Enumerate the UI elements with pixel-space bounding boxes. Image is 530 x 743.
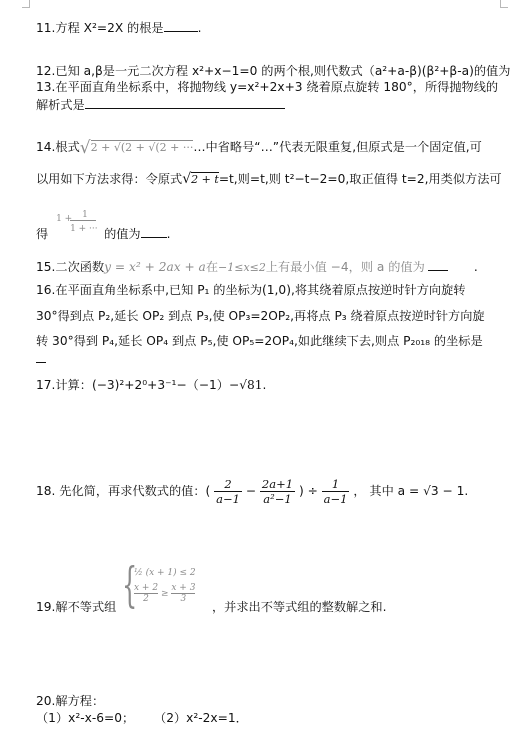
q16-line3: 转 30°得到 P₄,延长 OP₄ 到点 P₅,使 OP₅=2OP₄,如此继续下去,则点 P₂₀₁₈ 的坐标是: [36, 334, 483, 348]
q15-c: 上有最小值 −4，则 a 的值为: [265, 260, 425, 274]
q14-label: 14.根式: [36, 140, 80, 154]
question-19-tail: [212, 600, 387, 615]
q14-after: …中省略号“…”代表无限重复,但原式是一个固定值,可: [193, 140, 482, 154]
q15-answer-blank[interactable]: [428, 259, 448, 271]
q14-continued-fraction: 1 + 1 1 + ···: [56, 210, 98, 234]
q14-line3b: 的值为: [104, 227, 141, 241]
question-20-parts: [36, 711, 248, 726]
q20-title: 20.解方程：: [36, 694, 105, 708]
q18-condition: ， 其中 a = √3 − 1.: [353, 484, 469, 498]
q19-inequality-2: $\frac{x + 2}{2}$ ≥ $\frac{x + 3}{3}$: [134, 583, 196, 604]
q12-text: 12.已知 a,β是一元二次方程 x²+x−1=0 的两个根,则代数式（a²+a-β)(β²+β-a)的值为: [36, 64, 511, 78]
question-15: [36, 259, 478, 275]
q13-answer-blank[interactable]: [85, 97, 285, 109]
question-19: [36, 600, 116, 615]
q19-tail: ，并求出不等式组的整数解之和.: [212, 600, 387, 614]
q19-inequality-system: [122, 557, 210, 615]
q11-text: 11.方程 X²=2X 的根是: [36, 21, 164, 35]
q15-range: −1≤x≤2: [218, 261, 266, 274]
question-14-line-3: [36, 210, 171, 242]
q17-tail: .: [262, 378, 267, 392]
q13-line2: 解析式是: [36, 98, 85, 112]
q17-root: √81: [239, 378, 263, 392]
question-16-line-3: [36, 334, 483, 349]
q11-answer-blank[interactable]: [164, 20, 198, 32]
q14-answer-blank[interactable]: [141, 226, 167, 238]
question-13-line-1: [36, 80, 498, 95]
question-11: [36, 20, 202, 36]
q15-b: 在: [205, 260, 219, 274]
question-14-line-1: [36, 140, 482, 156]
q14-line2a: 以用如下方法求得：令原式: [36, 172, 183, 186]
q14-line3c: .: [166, 227, 171, 241]
question-16-line-4: [36, 351, 46, 367]
question-16-line-1: [36, 283, 465, 298]
q16-line1: 16.在平面直角坐标系中,已知 P₁ 的坐标为(1,0),将其绕着原点按逆时针方向旋转: [36, 283, 466, 297]
q15-function: y = x² + 2ax + a: [104, 260, 206, 274]
q19-inequality-1: ½ (x + 1) ≤ 2: [134, 568, 196, 578]
question-18: [36, 474, 468, 508]
question-16-line-2: [36, 309, 485, 324]
q15-a: 15.二次函数: [36, 260, 105, 274]
corner-mark-top-right: [500, 0, 508, 8]
q14-nested-radical: √2 + √(2 + √(2 + ···: [79, 138, 194, 158]
q13-line1: 13.在平面直角坐标系中，将抛物线 y=x²+2x+3 绕着原点旋转 180°，所得抛物线的: [36, 80, 499, 94]
question-20-title: [36, 694, 104, 709]
question-17: [36, 378, 266, 393]
q19-label: 19.解不等式组: [36, 600, 117, 614]
q14-line2b: =t,则=t,则 t²−t−2=0,取正值得 t=2,用类似方法可: [218, 172, 502, 186]
q18-fraction-3: $\frac{1}{a-1}$: [323, 477, 348, 506]
q16-answer-blank[interactable]: [36, 351, 46, 363]
q14-line3a: 得: [36, 227, 49, 241]
q17-text: 17.计算：(−3)²+2⁰+3⁻¹−（−1）−: [36, 378, 240, 392]
q11-tail: .: [197, 21, 202, 35]
q20-part-2: （2）x²-2x=1．: [160, 711, 248, 725]
q14-inline-radical: √2 + t: [182, 171, 219, 187]
q18-label: 18. 先化简，再求代数式的值：(: [36, 484, 211, 498]
q18-div: ) ÷: [298, 484, 318, 498]
q16-line2: 30°得到点 P₂,延长 OP₂ 到点 P₃,使 OP₃=2OP₂,再将点 P₃ 绕着原点按逆时针方向旋: [36, 309, 485, 323]
question-12: [36, 64, 510, 79]
q15-tail: .: [473, 260, 478, 274]
question-14-line-2: [36, 172, 502, 187]
q18-fraction-2: $\frac{2a+1}{\text{a²−1}}$: [261, 477, 294, 506]
q19-brace: {: [122, 557, 138, 613]
q20-part-1: （1）x²-x-6=0；: [36, 711, 135, 725]
corner-mark-top-left: [22, 0, 30, 8]
q18-fraction-1: $\frac{2}{a-1}$: [216, 477, 240, 506]
q18-minus: −: [245, 484, 257, 498]
question-13-line-2: [36, 97, 285, 113]
